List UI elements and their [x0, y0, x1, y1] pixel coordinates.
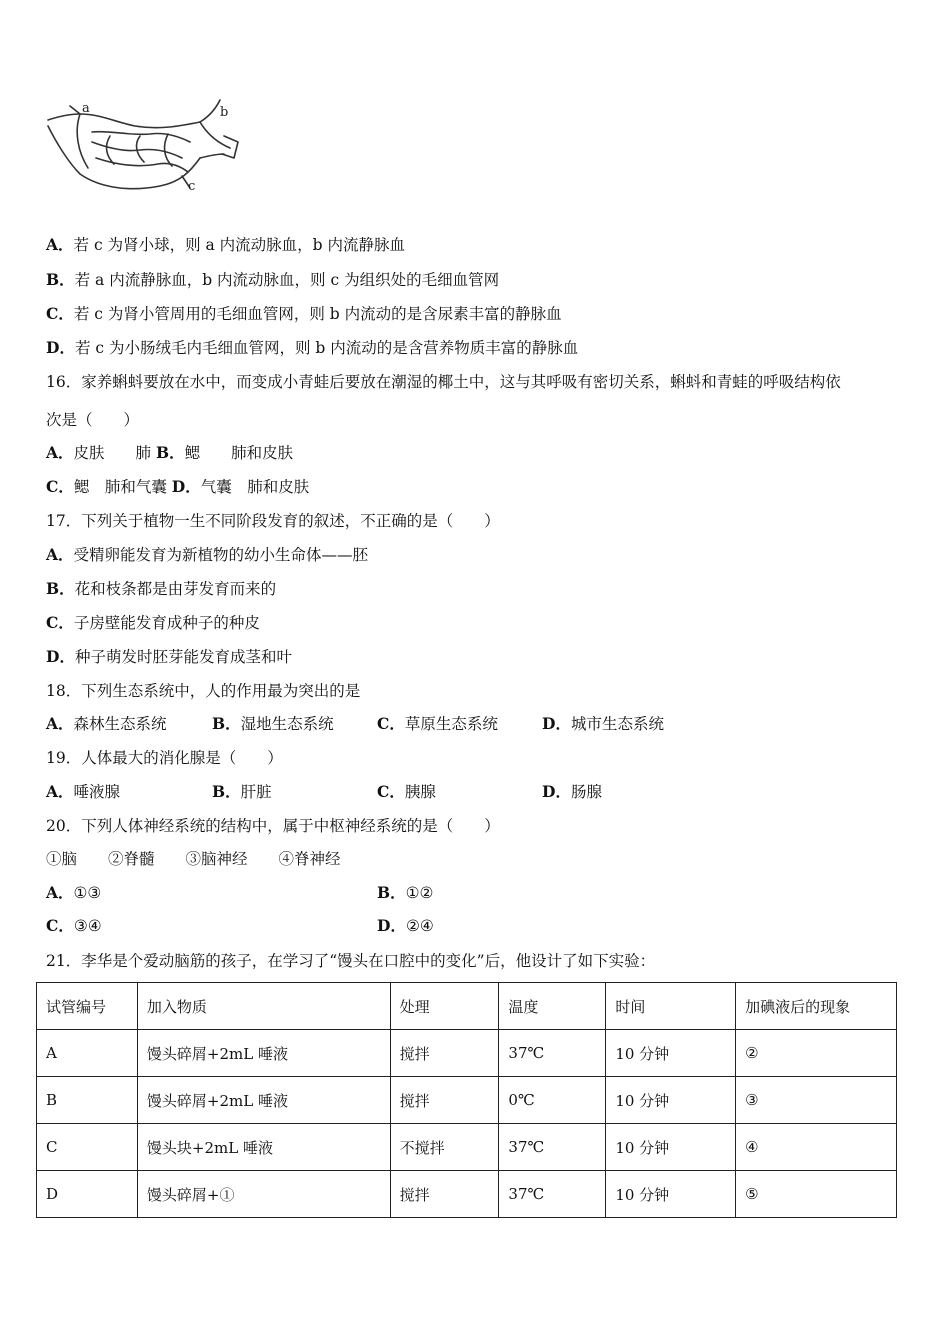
q15-option-a[interactable]: A．若 c 为肾小球，则 a 内流动脉血，b 内流静脉血	[46, 235, 406, 254]
q16-option-a-key[interactable]: A．	[46, 443, 74, 462]
table-row	[37, 1171, 897, 1218]
q19-stem: 19．人体最大的消化腺是（ ）	[46, 749, 283, 767]
q16-stem-line2: 次是（ ）	[46, 411, 140, 429]
table-cell: 不搅拌	[390, 1124, 499, 1171]
table-cell: A	[37, 1030, 138, 1077]
table-cell: 10 分钟	[606, 1171, 736, 1218]
q16-options-row2	[46, 477, 309, 497]
figure-label-b: b	[220, 105, 229, 120]
q19-option-a[interactable]: A．唾液腺	[46, 782, 121, 801]
experiment-table	[36, 982, 897, 1218]
table-cell: C	[37, 1124, 138, 1171]
q16-option-a-text[interactable]: 皮肤 肺	[73, 444, 152, 462]
q17-option-b[interactable]: B．花和枝条都是由芽发育而来的	[46, 579, 277, 598]
table-header-row	[37, 983, 897, 1030]
table-cell: D	[37, 1171, 138, 1218]
q19-option-d[interactable]: D．肠腺	[542, 782, 602, 801]
table-cell: 37℃	[499, 1124, 606, 1171]
table-row	[37, 1030, 897, 1077]
q15-option-b[interactable]: B．若 a 内流静脉血，b 内流动脉血，则 c 为组织处的毛细血管网	[46, 270, 500, 289]
table-cell: 馒头碎屑+①	[137, 1171, 390, 1218]
q16-option-d-text[interactable]: 气囊 肺和皮肤	[200, 478, 310, 496]
q16-options-row1	[46, 443, 293, 463]
table-cell: 10 分钟	[606, 1030, 736, 1077]
table-row	[37, 1077, 897, 1124]
q16-option-b-key[interactable]: B．	[155, 443, 185, 462]
table-cell: 馒头碎屑+2mL 唾液	[137, 1030, 390, 1077]
table-cell: 搅拌	[390, 1077, 499, 1124]
table-header: 温度	[499, 983, 606, 1030]
q16-stem-line1: 16．家养蝌蚪要放在水中，而变成小青蛙后要放在潮湿的椰土中，这与其呼吸有密切关系，蝌蚪和青蛙的呼吸结构依	[46, 373, 841, 391]
q18-option-d[interactable]: D．城市生态系统	[542, 714, 664, 733]
q18-option-b[interactable]: B．湿地生态系统	[212, 714, 334, 733]
q19-option-b[interactable]: B．肝脏	[212, 782, 272, 801]
figure-label-a: a	[82, 101, 90, 116]
blood-vessel-diagram	[40, 92, 250, 200]
q20-stem: 20．下列人体神经系统的结构中，属于中枢神经系统的是（ ）	[46, 817, 500, 835]
q17-option-c[interactable]: C．子房壁能发育成种子的种皮	[46, 613, 260, 632]
table-cell: ③	[736, 1077, 897, 1124]
table-header: 处理	[390, 983, 499, 1030]
q18-stem: 18．下列生态系统中，人的作用最为突出的是	[46, 682, 361, 700]
table-cell: 搅拌	[390, 1171, 499, 1218]
table-cell: 馒头碎屑+2mL 唾液	[137, 1077, 390, 1124]
table-row	[37, 1124, 897, 1171]
q16-option-d-key[interactable]: D．	[171, 477, 201, 496]
q16-option-c-key[interactable]: C．	[46, 477, 74, 496]
table-header: 加碘液后的现象	[736, 983, 897, 1030]
q20-option-c[interactable]: C．③④	[46, 916, 102, 935]
table-cell: 馒头块+2mL 唾液	[137, 1124, 390, 1171]
table-header: 时间	[606, 983, 736, 1030]
table-cell: ⑤	[736, 1171, 897, 1218]
q15-option-c[interactable]: C．若 c 为肾小管周用的毛细血管网，则 b 内流动的是含尿素丰富的静脉血	[46, 304, 562, 323]
table-cell: 37℃	[499, 1030, 606, 1077]
table-cell: 搅拌	[390, 1030, 499, 1077]
table-cell: ④	[736, 1124, 897, 1171]
q19-option-c[interactable]: C．胰腺	[377, 782, 436, 801]
q18-option-c[interactable]: C．草原生态系统	[377, 714, 498, 733]
q20-items: ①脑 ②脊髓 ③脑神经 ④脊神经	[46, 850, 341, 868]
table-cell: 10 分钟	[606, 1077, 736, 1124]
table-header: 试管编号	[37, 983, 138, 1030]
q20-option-d[interactable]: D．②④	[377, 916, 434, 935]
table-cell: ②	[736, 1030, 897, 1077]
q17-stem: 17．下列关于植物一生不同阶段发育的叙述，不正确的是（ ）	[46, 512, 500, 530]
q20-option-a[interactable]: A．①③	[46, 883, 102, 902]
table-cell: B	[37, 1077, 138, 1124]
q15-option-d[interactable]: D．若 c 为小肠绒毛内毛细血管网，则 b 内流动的是含营养物质丰富的静脉血	[46, 338, 579, 357]
q17-option-a[interactable]: A．受精卵能发育为新植物的幼小生命体——胚	[46, 545, 369, 564]
table-cell: 0℃	[499, 1077, 606, 1124]
q17-option-d[interactable]: D．种子萌发时胚芽能发育成茎和叶	[46, 647, 292, 666]
figure-label-c: c	[188, 179, 196, 194]
q21-stem: 21．李华是个爱动脑筋的孩子，在学习了“馒头在口腔中的变化”后，他设计了如下实验：	[46, 952, 656, 970]
q16-option-c-text[interactable]: 鳃 肺和气囊	[73, 478, 167, 496]
table-cell: 37℃	[499, 1171, 606, 1218]
table-header: 加入物质	[137, 983, 390, 1030]
table-cell: 10 分钟	[606, 1124, 736, 1171]
q16-option-b-text[interactable]: 鳃 肺和皮肤	[184, 444, 294, 462]
q20-option-b[interactable]: B．①②	[377, 883, 434, 902]
q18-option-a[interactable]: A．森林生态系统	[46, 714, 167, 733]
